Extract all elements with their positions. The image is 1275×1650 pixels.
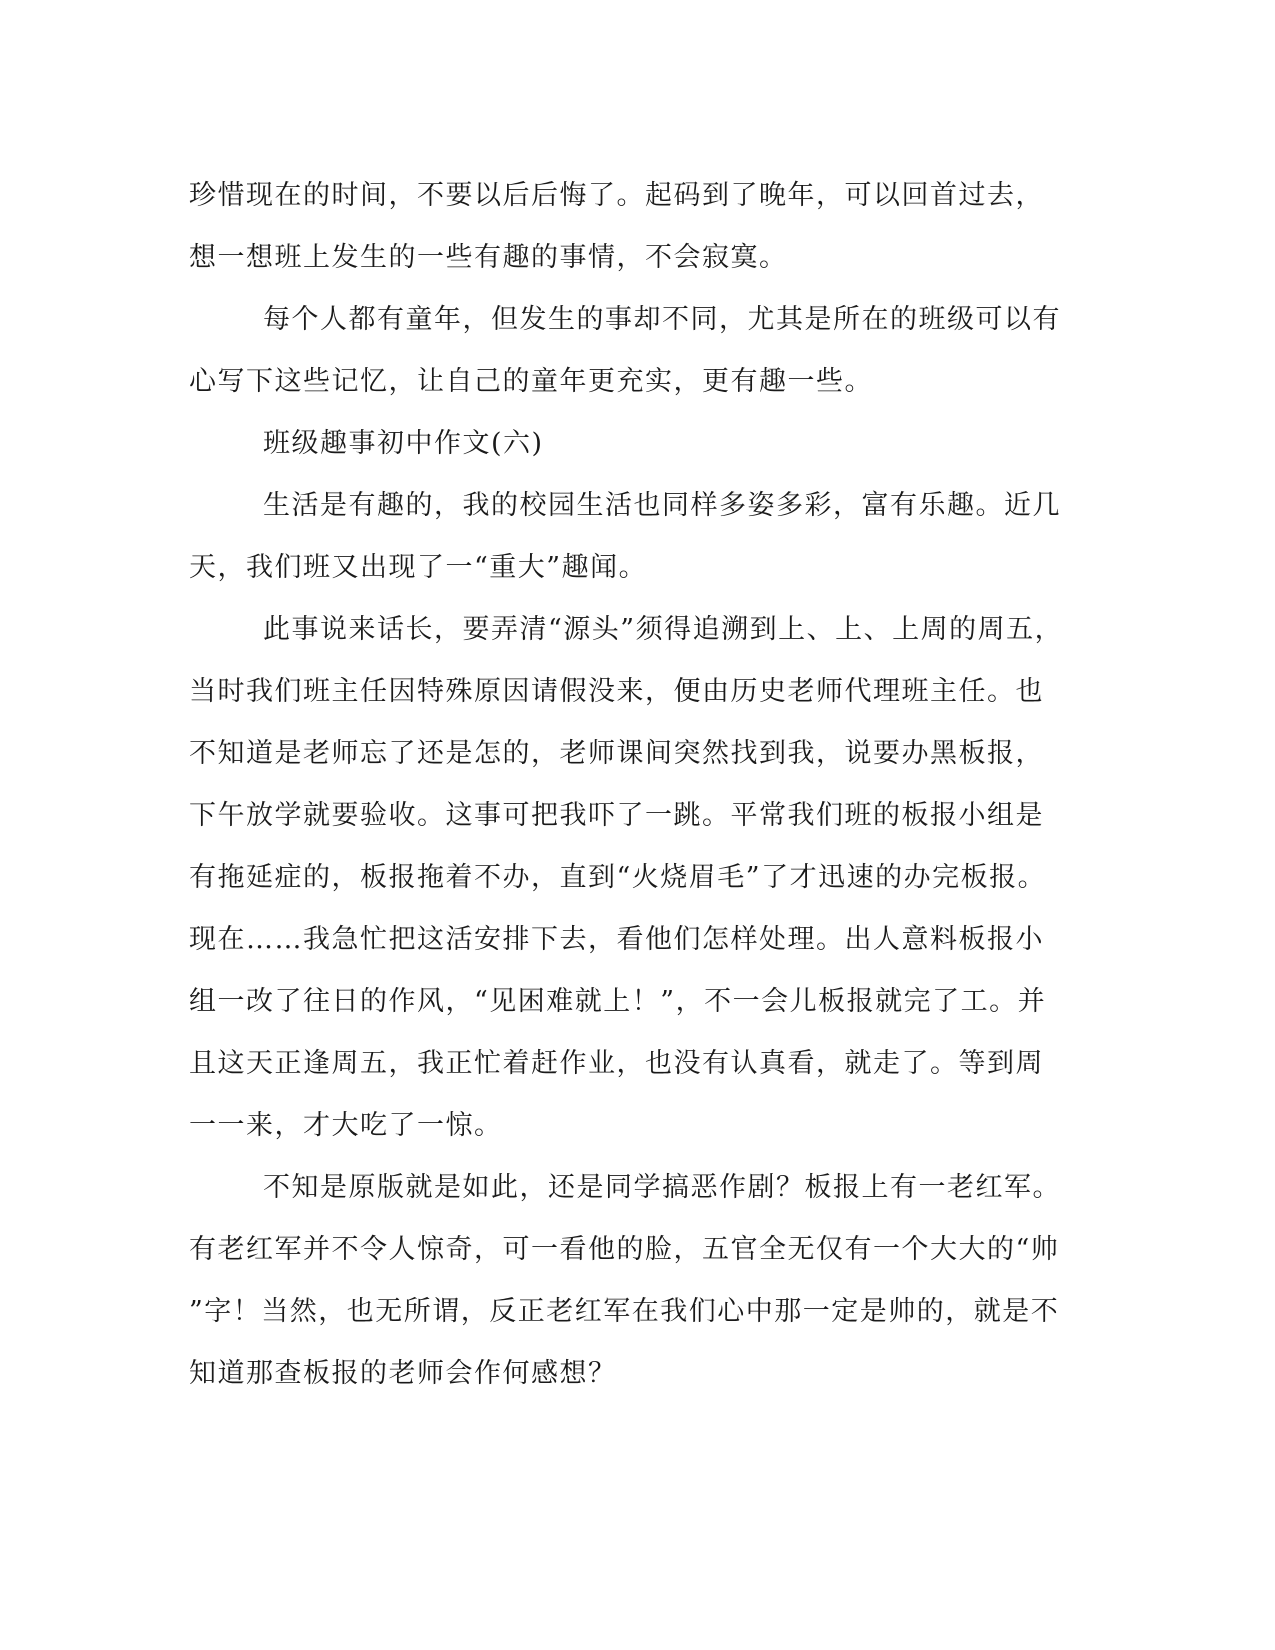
text-line: 知道那查板报的老师会作何感想？ [189, 1358, 617, 1389]
text-line: 一一来，才大吃了一惊。 [189, 1110, 503, 1141]
text-line: 天，我们班又出现了一“重大”趣闻。 [189, 552, 648, 583]
text-line: 当时我们班主任因特殊原因请假没来，便由历史老师代理班主任。也 [189, 676, 1044, 707]
text-line: 下午放学就要验收。这事可把我吓了一跳。平常我们班的板报小组是 [189, 800, 1044, 831]
text-line: 组一改了往日的作风，“见困难就上！”，不一会儿板报就完了工。并 [189, 986, 1047, 1017]
text-line: 不知道是老师忘了还是怎的，老师课间突然找到我，说要办黑板报， [189, 738, 1044, 769]
paragraph-start-line: 此事说来话长，要弄清“源头”须得追溯到上、上、上周的周五， [263, 614, 1064, 645]
text-line: 珍惜现在的时间，不要以后后悔了。起码到了晚年，可以回首过去， [189, 180, 1044, 211]
text-line: 现在……我急忙把这活安排下去，看他们怎样处理。出人意料板报小 [189, 924, 1044, 955]
text-line: 有拖延症的，板报拖着不办，直到“火烧眉毛”了才迅速的办完板报。 [189, 862, 1047, 893]
text-line: 想一想班上发生的一些有趣的事情，不会寂寞。 [189, 242, 788, 273]
section-heading: 班级趣事初中作文(六) [263, 428, 544, 459]
text-line: 有老红军并不令人惊奇，可一看他的脸，五官全无仅有一个大大的“帅 [189, 1234, 1060, 1265]
text-line: 且这天正逢周五，我正忙着赶作业，也没有认真看，就走了。等到周 [189, 1048, 1044, 1079]
text-line: ”字！当然，也无所谓，反正老红军在我们心中那一定是帅的，就是不 [189, 1296, 1060, 1327]
paragraph-start-line: 生活是有趣的，我的校园生活也同样多姿多彩，富有乐趣。近几 [263, 490, 1061, 521]
paragraph-start-line: 不知是原版就是如此，还是同学搞恶作剧？板报上有一老红军。 [263, 1172, 1061, 1203]
text-line: 心写下这些记忆，让自己的童年更充实，更有趣一些。 [189, 366, 873, 397]
paragraph-start-line: 每个人都有童年，但发生的事却不同，尤其是所在的班级可以有 [263, 304, 1061, 335]
document-body [189, 165, 1069, 1405]
